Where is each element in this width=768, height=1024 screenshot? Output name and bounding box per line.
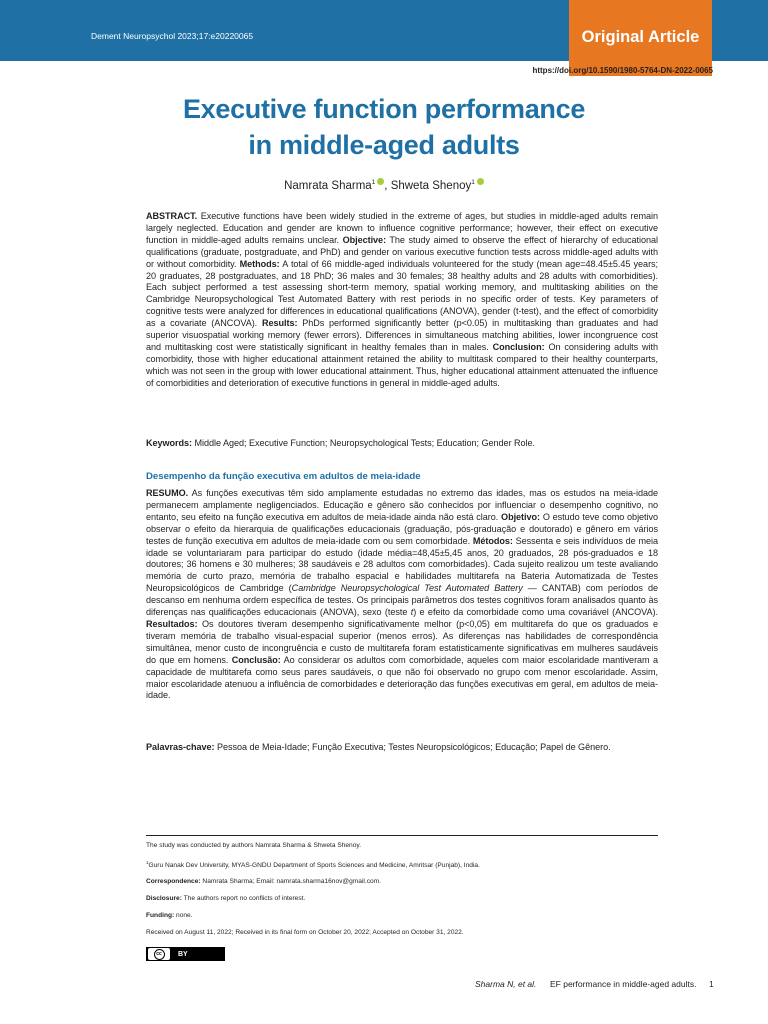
methods-label: Methods: xyxy=(239,258,280,269)
portuguese-title: Desempenho da função executiva em adultos de meia-idade xyxy=(146,471,421,482)
disclosure-text: The authors report no conflicts of interest. xyxy=(181,895,306,902)
affiliation-mark: 1 xyxy=(471,179,475,187)
metodos-text: Sessenta e seis indivíduos de meia idade se voluntariaram para participar do estudo (idade média=48,45±5,45 anos, 20 graduados, 28 pós-graduados e 18 doutores; 36 homens e 30 mulheres; 38 saudáveis e 28 adultos com comorbidades). Cada sujeito realizou um teste avaliando memória de curto prazo, memória de trabalho espacial e habilidades multitarefa na Bateria Automatizada de Testes Neuropsicológicos de Cambridge ( xyxy=(146,535,658,594)
footnote-divider xyxy=(146,835,658,836)
doi-link[interactable]: https://doi.org/10.1590/1980-5764-DN-2022-0065 xyxy=(532,66,713,75)
resumo-intro: As funções executivas têm sido amplamente estudadas no extremo das idades, mas os estudos na meia-idade permanecem amplamente negligenciados. Educação e gênero são conhecidos por influenciar o desempenho cognitivo, no entanto, seu efeito na função executiva em adultos de meia-idade ainda não está claro. xyxy=(146,488,658,522)
metodos-label: Métodos: xyxy=(472,535,513,546)
keywords-label: Keywords: xyxy=(146,438,193,448)
running-footer-authors: Sharma N, et al. xyxy=(475,979,537,989)
conclusion-text: On considering adults with comorbidity, those with higher educational attainment retained the ability to multitask compared to their healthy counterparts, which was not seen in the group with lower educational attainment. Thus, higher educational attainment attenuated the influence of comorbidities and deterioration of executive functions in general in middle-aged adults. xyxy=(146,341,658,388)
author-list xyxy=(0,178,768,192)
cc-by-license-badge[interactable] xyxy=(146,947,225,961)
funding-text: none. xyxy=(174,912,193,919)
t-test-symbol: t xyxy=(410,607,414,618)
keywords-text: Middle Aged; Executive Function; Neuropsychological Tests; Education; Gender Role. xyxy=(192,438,536,448)
results-label: Results: xyxy=(261,318,298,329)
title-line-2: in middle-aged adults xyxy=(248,130,520,160)
creative-commons-icon xyxy=(148,948,170,960)
running-footer-title: EF performance in middle-aged adults. xyxy=(550,979,697,989)
objective-label: Objective: xyxy=(342,234,387,245)
footnote-correspondence xyxy=(146,878,381,885)
keywords-english xyxy=(146,438,658,450)
disclosure-label: Disclosure: xyxy=(146,895,182,902)
author-name[interactable]: Shweta Shenoy xyxy=(390,180,472,192)
article-type-badge xyxy=(569,0,712,76)
palavras-chave-text: Pessoa de Meia-Idade; Função Executiva; Testes Neuropsicológicos; Educação; Papel de Gênero. xyxy=(214,742,611,752)
page-number: 1 xyxy=(709,979,714,989)
cantab-name: Cambridge Neuropsychological Test Automated Battery xyxy=(291,583,523,594)
resultados-text: Os doutores tiveram desempenho significativamente melhor (p<0,05) em multitarefa do que os graduados e tiveram memória de trabalho visual-espacial superior (menos erros). As diferenças nas habilidades de correspondência simultânea, menor custo de incongruência e custo de multitarefa foram estatisticamente significativas em mulheres saudáveis do que em homens. xyxy=(146,618,658,665)
author-separator: , xyxy=(384,180,391,192)
resultados-label: Resultados: xyxy=(146,618,198,629)
abstract-label: ABSTRACT. xyxy=(146,211,198,221)
abstract-english xyxy=(146,211,658,390)
abstract-portuguese xyxy=(146,488,658,702)
orcid-icon[interactable] xyxy=(477,178,484,185)
abstract-intro: Executive functions have been widely studied in the extreme of ages, but studies in middle-aged adults remain largely neglected. Education and gender are known to influence cognitive performance; however, their effect on executive function in middle-aged adults remains unclear. xyxy=(146,211,658,245)
objetivo-label: Objetivo: xyxy=(501,511,541,522)
results-text: PhDs performed significantly better (p<0.05) in multitasking than graduates and had superior visuospatial working memory (fewer errors). Differences in simultaneous matching abilities, lower incongruence cost and multitasking cost were statistically significant in healthy females than in males. xyxy=(146,318,659,352)
conclusion-label: Conclusion: xyxy=(492,341,545,352)
footnote-affiliation xyxy=(146,860,480,869)
by-label: BY xyxy=(178,950,188,958)
methods-text: A total of 66 middle-aged individuals volunteered for the study (mean age=48.45±5.45 years; 20 graduates, 28 postgraduates, and 18 PhD; 36 males and 30 females; 38 healthy adults and 28 adults with comorbidities). Each subject performed a test assessing short-term memory, spatial working memory, and multitasking abilities on the Cambridge Neuropsychological Test Automated Battery with rest periods in no specific order of tests. Key parameters of cognitive tests were analyzed for differences in educational qualifications (ANOVA), gender (t-test), and the effect of comorbidity as a covariate (ANCOVA). xyxy=(146,258,659,329)
conclusao-text: Ao considerar os adultos com comorbidade, aqueles com maior escolaridade mantiveram a capacidade de multitarefa como seus pares saudáveis, o que não foi observado no grupo com menor escolaridade. Assim, maior escolaridade atenuou a influência de comorbidades e deterioração das funções executivas em geral, em adultos de meia-idade. xyxy=(146,654,658,701)
footnote-conducted: The study was conducted by authors Namrata Sharma & Shweta Shenoy. xyxy=(146,842,362,849)
metodos-text: ) e efeito da comorbidade como uma covariável (ANCOVA). xyxy=(413,607,658,618)
article-type-label: Original Article xyxy=(581,28,700,46)
conclusao-label: Conclusão: xyxy=(231,654,281,665)
affiliation-text: Guru Nanak Dev University, MYAS-GNDU Department of Sports Sciences and Medicine, Amritsar (Punjab), India. xyxy=(148,862,480,870)
correspondence-text[interactable]: Namrata Sharma; Email: namrata.sharma16nov@gmail.com. xyxy=(200,878,381,885)
footnote-disclosure xyxy=(146,895,305,902)
title-line-1: Executive function performance xyxy=(182,94,586,124)
objetivo-text: O estudo teve como objetivo observar o efeito da hierarquia de qualificações educacionais (graduação, pós-graduação e doutorado) e gênero em vários testes de função executiva em adultos de meia-idade com ou sem comorbidade. xyxy=(146,511,658,546)
correspondence-label: Correspondence: xyxy=(146,878,201,885)
cc-mark: cc xyxy=(154,949,165,960)
objective-text: The study aimed to observe the effect of hierarchy of educational qualifications (graduate, postgraduate, and PhD) and gender on various executive function tests across middle-aged adults with or without comorbidity. xyxy=(146,234,658,269)
affiliation-mark: 1 xyxy=(371,179,376,187)
funding-label: Funding: xyxy=(146,912,175,919)
journal-citation: Dement Neuropsychol 2023;17:e20220065 xyxy=(91,31,254,41)
author-name[interactable]: Namrata Sharma xyxy=(284,180,372,192)
footnote-funding xyxy=(146,912,193,919)
footnote-received: Received on August 11, 2022; Received in its final form on October 20, 2022; Accepted on October 31, 2022. xyxy=(146,929,464,936)
keywords-portuguese xyxy=(146,742,658,754)
resumo-label: RESUMO. xyxy=(146,488,189,498)
metodos-text: — CANTAB) com períodos de descanso em nenhuma ordem específica de testes. Os principais parâmetros dos testes cognitivos foram analisados quanto às diferenças nas qualificações educacionais (ANOVA), sexo (teste xyxy=(146,583,658,618)
palavras-chave-label: Palavras-chave: xyxy=(146,742,215,752)
article-title xyxy=(100,91,668,163)
affiliation-mark: 1 xyxy=(146,860,149,865)
